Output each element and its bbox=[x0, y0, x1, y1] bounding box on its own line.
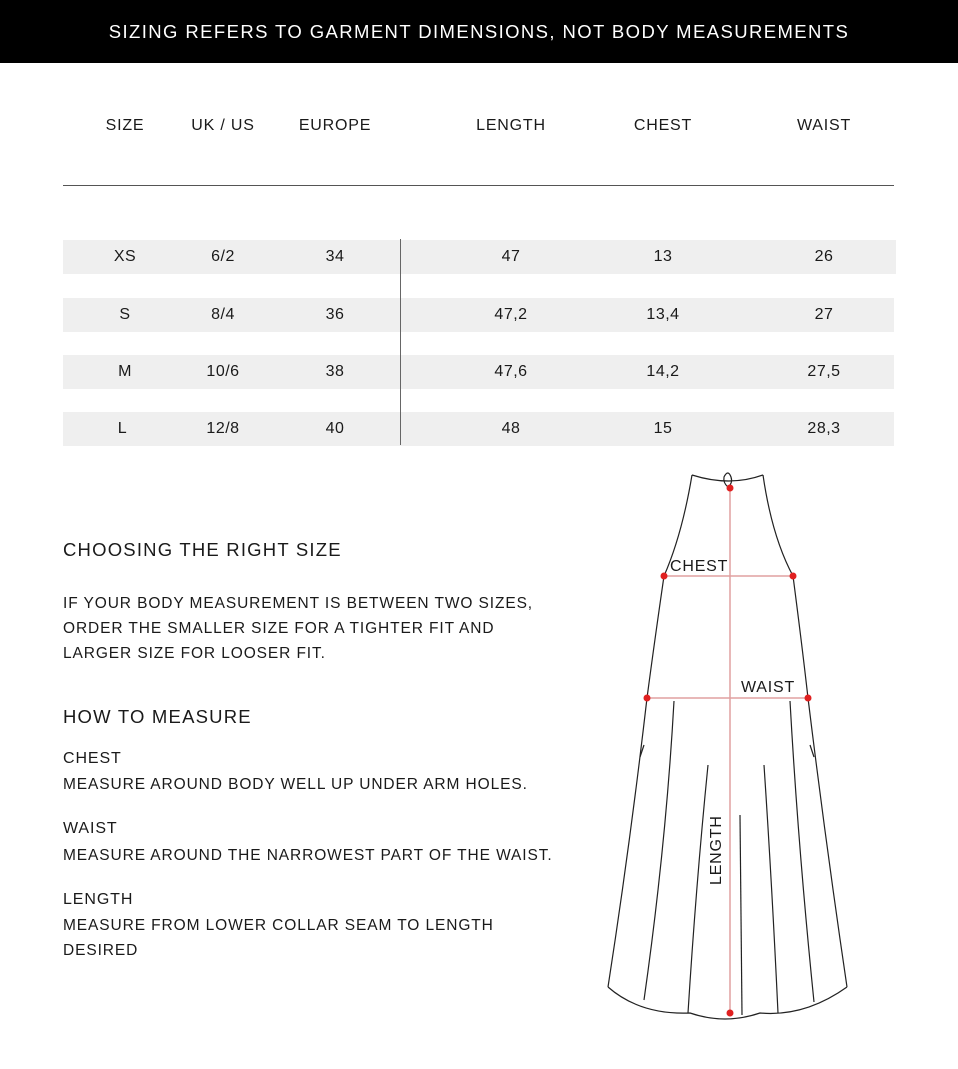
header-length: LENGTH bbox=[476, 117, 546, 134]
cell-waist: 27,5 bbox=[807, 363, 841, 380]
cell-europe: 34 bbox=[325, 248, 345, 265]
choosing-line-3: LARGER SIZE FOR LOOSER FIT. bbox=[63, 645, 326, 662]
choosing-line-2: ORDER THE SMALLER SIZE FOR A TIGHTER FIT AND bbox=[63, 620, 495, 637]
cell-chest: 15 bbox=[653, 420, 673, 437]
sizing-banner bbox=[0, 0, 958, 63]
banner-text: SIZING REFERS TO GARMENT DIMENSIONS, NOT BODY MEASUREMENTS bbox=[108, 20, 850, 42]
cell-length: 47 bbox=[501, 248, 521, 265]
header-divider bbox=[63, 185, 894, 186]
header-chest: CHEST bbox=[633, 117, 693, 134]
cell-chest: 13,4 bbox=[646, 306, 680, 323]
diagram-chest-label: CHEST bbox=[670, 558, 729, 575]
diagram-length-label: LENGTH bbox=[708, 815, 725, 885]
length-desc-line-1: MEASURE FROM LOWER COLLAR SEAM TO LENGTH bbox=[63, 917, 494, 934]
cell-waist: 28,3 bbox=[807, 420, 841, 437]
length-label: LENGTH bbox=[63, 891, 134, 908]
cell-size: L bbox=[117, 420, 128, 437]
cell-size: M bbox=[118, 363, 132, 380]
cell-length: 47,2 bbox=[494, 306, 528, 323]
cell-uk-us: 8/4 bbox=[211, 306, 235, 323]
cell-europe: 40 bbox=[325, 420, 345, 437]
table-row-s bbox=[63, 298, 894, 332]
table-row-xs bbox=[63, 240, 896, 274]
header-europe: EUROPE bbox=[298, 117, 372, 134]
cell-uk-us: 12/8 bbox=[206, 420, 240, 437]
diagram-waist-label: WAIST bbox=[741, 679, 796, 696]
dress-outline-icon bbox=[600, 465, 860, 1030]
cell-uk-us: 10/6 bbox=[206, 363, 240, 380]
how-to-measure-title: HOW TO MEASURE bbox=[63, 706, 252, 727]
table-row-l bbox=[63, 412, 894, 446]
waist-desc: MEASURE AROUND THE NARROWEST PART OF THE WAIST. bbox=[63, 847, 553, 864]
choosing-line-1: IF YOUR BODY MEASUREMENT IS BETWEEN TWO SIZES, bbox=[63, 595, 534, 612]
table-row-m bbox=[63, 355, 894, 389]
cell-waist: 27 bbox=[814, 306, 834, 323]
header-uk-us: UK / US bbox=[191, 117, 255, 134]
cell-chest: 13 bbox=[653, 248, 673, 265]
chest-desc: MEASURE AROUND BODY WELL UP UNDER ARM HOLES. bbox=[63, 776, 528, 793]
column-divider bbox=[400, 239, 401, 445]
cell-length: 48 bbox=[501, 420, 521, 437]
cell-waist: 26 bbox=[814, 248, 834, 265]
chest-label: CHEST bbox=[63, 750, 122, 767]
cell-chest: 14,2 bbox=[646, 363, 680, 380]
header-size: SIZE bbox=[105, 117, 145, 134]
choosing-title: CHOOSING THE RIGHT SIZE bbox=[63, 539, 342, 560]
cell-length: 47,6 bbox=[494, 363, 528, 380]
cell-europe: 36 bbox=[325, 306, 345, 323]
header-waist: WAIST bbox=[796, 117, 852, 134]
cell-uk-us: 6/2 bbox=[211, 248, 235, 265]
dress-outline bbox=[608, 473, 847, 1019]
cell-size: XS bbox=[113, 248, 137, 265]
cell-size: S bbox=[119, 306, 131, 323]
cell-europe: 38 bbox=[325, 363, 345, 380]
waist-label: WAIST bbox=[63, 820, 118, 837]
length-desc-line-2: DESIRED bbox=[63, 942, 139, 959]
